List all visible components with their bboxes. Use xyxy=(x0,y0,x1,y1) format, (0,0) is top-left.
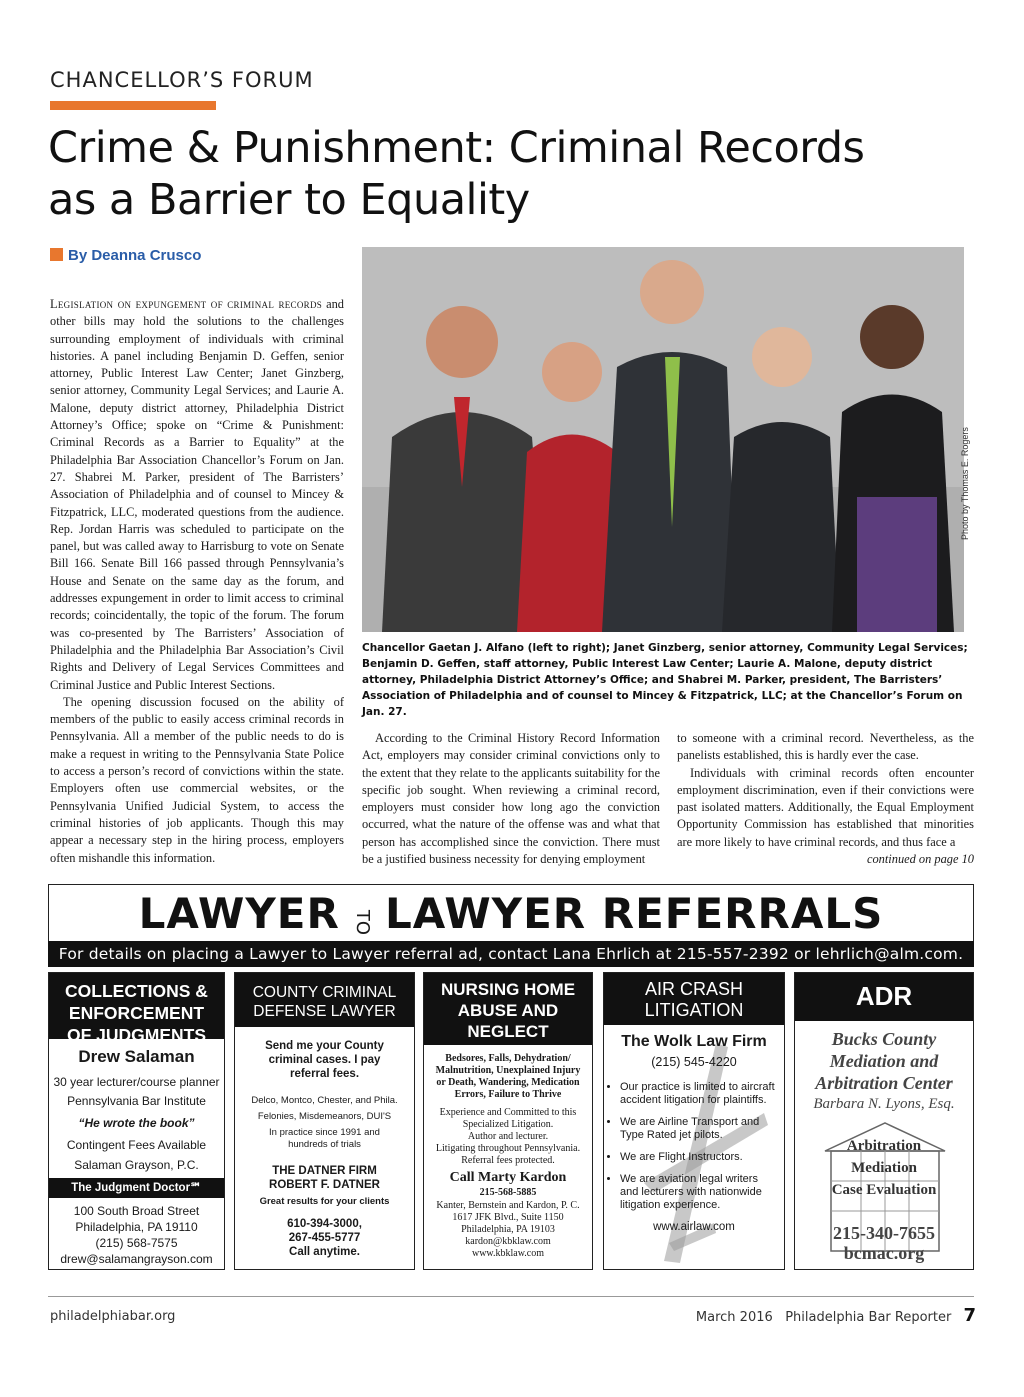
section-rule xyxy=(50,101,216,110)
title-line-2: as a Barrier to Equality xyxy=(48,175,530,225)
ad-email: kardon@kbklaw.com xyxy=(465,1236,551,1247)
ad-line: Felonies, Misdemeanors, DUI'S xyxy=(257,1111,392,1122)
ad-line: Great results for your clients xyxy=(259,1196,390,1207)
ad-phone: 610-394-3000, 267-455-5777 xyxy=(287,1218,362,1244)
ad-line: Delco, Montco, Chester, and Phila. xyxy=(251,1095,398,1106)
referral-right-word: LAWYER REFERRALS xyxy=(384,889,884,938)
footer-publication: Philadelphia Bar Reporter xyxy=(785,1310,952,1325)
article-paragraph xyxy=(50,296,344,694)
ad-phone: (215) 568-7575 xyxy=(95,1236,178,1250)
paragraph-text: and other bills may hold the solutions to the challenges surrounding employment of individuals with criminal histories. A panel including Benjamin D. Geffen, senior attorney, Public Interest Law Center; Janet Ginzberg, senior attorney, Community Legal Services; and Laurie A. Malone, deputy district attorney, Philadelphia District Attorney’s Office; spoke on “Crime & Punishment: Criminal Records as a Barrier to Equality” at the Philadelphia Bar Association Chancellor’s Forum on Jan. 27. Shabrei M. Parker, president of The Barristers’ Association of Philadelphia and of counsel to Mincey & Fitzpatrick, LLC, moderated questions from the audience. Rep. Jordan Harris was scheduled to participate on the panel, but was called away to Harrisburg to vote on Senate Bill 166. Senate Bill 166 passed through Pennsylvania’s House and Senate on the same day as the forum, and addresses expungement in order to limit access to criminal records; coincidentally, the topic of the forum. The forum was co-presented by The Barristers’ Association of Philadelphia and the Philadelphia Bar Association’s Civil Rights and Delivery of Legal Services Committees and Criminal Justice and Public Interest Sections. xyxy=(50,297,344,692)
ad-line: In practice since 1991 and hundreds of trials xyxy=(269,1127,380,1150)
ad-name: Mediation and xyxy=(829,1051,939,1071)
article-paragraph: The opening discussion focused on the ability of members of the public to easily access criminal records in Pennsylvania. All a member of the public needs to do is make a request in writing to the Pennsylvania State Police to access a person’s record of convictions within the state. Employers often use commercial websites, or the Pennsylvania Unified Judicial System, to access the criminal histories of job applicants. Though this may appear a necessary step in the hiring process, employers often mishandle this information. xyxy=(50,694,344,865)
ad-web: www.airlaw.com xyxy=(653,1221,735,1233)
ad-line: Pennsylvania Bar Institute xyxy=(67,1094,206,1108)
ad-bullet: • We are Airline Transport and Type Rated jet pilots. xyxy=(620,1116,778,1142)
referral-banner xyxy=(48,884,974,942)
panel-photo xyxy=(362,247,964,632)
ad-address: 100 South Broad Street xyxy=(73,1204,200,1218)
panel-photo-illustration xyxy=(362,247,964,632)
ad-phone: 215-340-7655 xyxy=(833,1223,935,1243)
ad-line: Experience and Committed to this Specialized Litigation. xyxy=(439,1107,577,1130)
ad-name: Arbitration Center xyxy=(815,1073,953,1093)
ad-bullets xyxy=(604,1081,778,1212)
footer-issue: March 2016 xyxy=(695,1310,773,1325)
page-number: 7 xyxy=(963,1305,976,1326)
article-paragraph: to someone with a criminal record. Nevertheless, as the panelists established, this is hardly ever the case. xyxy=(677,731,974,763)
photo-credit: Photo by Thomas E. Rogers xyxy=(960,427,970,540)
ad-bullet: • We are aviation legal writers and lecturers with nationwide litigation experience. xyxy=(620,1173,778,1212)
referral-left-word: LAWYER xyxy=(138,889,340,938)
ad-criminal-defense xyxy=(234,972,415,1270)
ad-address: Philadelphia, PA 19110 xyxy=(75,1220,198,1234)
ad-person: Barbara N. Lyons, Esq. xyxy=(813,1096,955,1112)
ad-line: Send me your County criminal cases. I pay referral fees. xyxy=(265,1040,384,1080)
article-title xyxy=(48,122,948,226)
ad-line: Salaman Grayson, P.C. xyxy=(74,1158,199,1172)
ad-firm: The Wolk Law Firm xyxy=(621,1033,767,1050)
title-line-1: Crime & Punishment: Criminal Records xyxy=(48,123,865,173)
ad-firm: THE DATNER FIRM xyxy=(272,1165,377,1177)
article-paragraph: Individuals with criminal records often encounter employment discrimination, even if their convictions were past isolated matters. Additionally, the Equal Employment Opportunity Commission has established that minorities are more likely to have criminal records, and thus face a xyxy=(677,765,974,849)
footer-info xyxy=(696,1305,976,1326)
ad-heading: AIR CRASH LITIGATION xyxy=(604,973,784,1025)
ad-email: drew@salamangrayson.com xyxy=(60,1252,213,1266)
article-paragraph: According to the Criminal History Record Information Act, employers may consider criminal convictions only to the extent that they relate to the applicants suitability for the specific job sought. When reviewing a criminal record, employers must consider how long ago the conviction occurred, what the nature of the offense was and what that person has accomplished since the conviction. There must be a justified business necessity for denying employment xyxy=(362,731,660,867)
ad-web: www.kbklaw.com xyxy=(471,1248,545,1259)
referral-to-word: TO xyxy=(351,909,373,936)
ad-line: Bedsores, Falls, Dehydration/ Malnutrition, Unexplained Injury or Death, Wandering, Medication Errors, Failure to Thrive xyxy=(435,1053,581,1100)
section-label: CHANCELLOR’S FORUM xyxy=(50,68,314,92)
article-column-1 xyxy=(50,296,344,867)
ad-line: Call anytime. xyxy=(289,1246,360,1258)
lead-in: Legislation on expungement of criminal records xyxy=(50,297,323,311)
ad-quote: “He wrote the book” xyxy=(78,1116,195,1130)
ad-heading: COLLECTIONS & ENFORCEMENT OF JUDGMENTS xyxy=(49,973,224,1039)
article-column-3 xyxy=(677,730,974,868)
ad-bullet: • Our practice is limited to aircraft accident litigation for plaintiffs. xyxy=(620,1081,778,1107)
ad-heading: COUNTY CRIMINAL DEFENSE LAWYER xyxy=(235,973,414,1027)
ad-line: Author and lecturer. xyxy=(467,1131,549,1142)
ad-name: Drew Salaman xyxy=(78,1047,195,1066)
ad-line: Litigating throughout Pennsylvania. xyxy=(435,1143,581,1154)
ad-service: Case Evaluation xyxy=(831,1182,937,1198)
ad-web: bcmac.org xyxy=(843,1243,925,1263)
ad-service: Mediation xyxy=(851,1160,917,1176)
byline xyxy=(50,247,201,264)
ad-heading: NURSING HOME ABUSE AND NEGLECT xyxy=(424,973,592,1045)
ad-banner: The Judgment Doctor℠ xyxy=(49,1178,224,1198)
ad-call: Call Marty Kardon xyxy=(449,1170,567,1185)
ad-phone: (215) 545-4220 xyxy=(651,1055,737,1069)
ad-address: 1617 JFK Blvd., Suite 1150 xyxy=(452,1212,564,1223)
byline-square-icon xyxy=(50,248,63,261)
ad-line: 30 year lecturer/course planner xyxy=(53,1075,220,1089)
byline-text: By Deanna Crusco xyxy=(68,247,202,264)
ad-bullet: • We are Flight Instructors. xyxy=(620,1151,778,1164)
ad-firm: Kanter, Bernstein and Kardon, P. C. xyxy=(436,1200,580,1211)
ad-adr xyxy=(794,972,974,1270)
ad-service: Arbitration xyxy=(846,1138,922,1154)
ad-nursing-home xyxy=(423,972,593,1270)
ad-address: Philadelphia, PA 19103 xyxy=(461,1224,555,1235)
footer-rule xyxy=(48,1296,974,1297)
ad-heading: ADR xyxy=(795,973,973,1021)
ad-phone: 215-568-5885 xyxy=(479,1187,537,1198)
footer-site: philadelphiabar.org xyxy=(50,1309,176,1324)
ad-name: Bucks County xyxy=(831,1029,937,1049)
ad-collections xyxy=(48,972,225,1270)
ad-attorney: ROBERT F. DATNER xyxy=(269,1179,380,1191)
continued-note: continued on page 10 xyxy=(866,852,974,867)
photo-caption: Chancellor Gaetan J. Alfano (left to right); Janet Ginzberg, senior attorney, Community Legal Services; Benjamin D. Geffen, staff attorney, Public Interest Law Center; Laurie A. Malone, deputy district attorney, Philadelphia District Attorney’s Office; and Shabrei M. Parker, president, The Barristers’ Association of Philadelphia and of counsel to Mincey & Fitzpatrick, LLC; at the Chancellor’s Forum on Jan. 27. xyxy=(362,642,968,718)
referral-contact: For details on placing a Lawyer to Lawyer referral ad, contact Lana Ehrlich at 215-557-2392 or lehrlich@alm.com. xyxy=(48,941,974,967)
ad-line: Referral fees protected. xyxy=(461,1155,555,1166)
ad-line: Contingent Fees Available xyxy=(66,1138,207,1152)
ad-air-crash xyxy=(603,972,785,1270)
article-column-2 xyxy=(362,730,660,868)
